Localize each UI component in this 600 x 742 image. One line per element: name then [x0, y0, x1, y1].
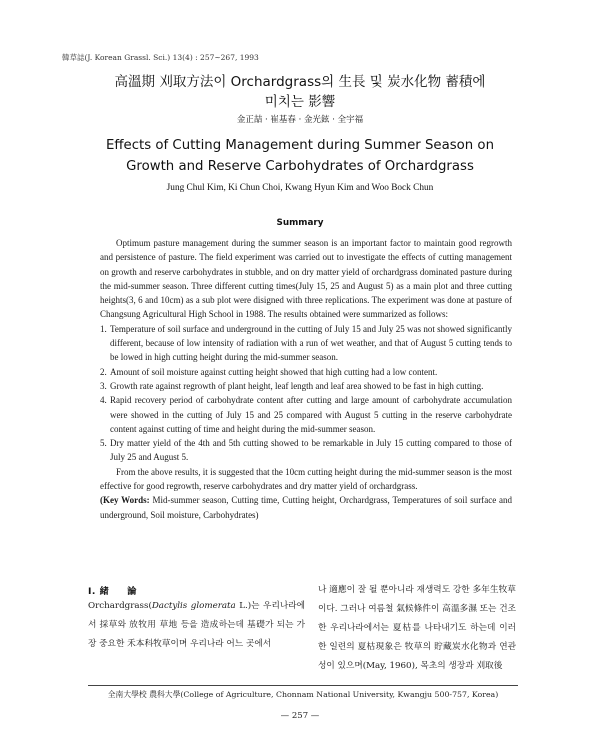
introduction-heading-num: I. 緒: [88, 586, 110, 597]
introduction-right-text: 나 適應이 잘 될 뿐아니라 재생력도 강한 多年生牧草이다. 그러나 여름철 氣候條件이 高溫多濕 또는 건조한 우리나라에서는 夏枯를 나타내기도 하는데 이러한 일련의 夏枯現象은 牧草의 貯藏炭水化物과 연관성이 있으며(May, 1960), 목초의 생장과 刈取後: [318, 585, 516, 671]
korean-title: [60, 72, 540, 112]
journal-citation: 韓草誌(J. Korean Grassl. Sci.) 13(4) : 257~267, 1993: [62, 53, 259, 62]
english-title: [40, 135, 560, 177]
english-authors: Jung Chul Kim, Ki Chun Choi, Kwang Hyun Kim and Woo Bock Chun: [166, 183, 434, 193]
korean-title-line2: 미치는 影響: [264, 94, 336, 110]
korean-authors: 金正喆 · 崔基春 · 金光鉉 · 全宇福: [236, 115, 364, 125]
intro-text-part: L.)는 우리나라에서 採草와 放牧用 草地 등을 造成하는데 基礎가 되는 가장 중요한 禾本科牧草이며 우리나라 어느 곳에서: [88, 601, 306, 649]
result-number: 4.: [100, 395, 107, 406]
introduction-left-column: [88, 597, 305, 654]
result-item: [100, 379, 512, 393]
keywords: [100, 493, 512, 522]
result-text: Temperature of soil surface and underground in the cutting of July 15 and July 25 was not showed significantly different, because of low intensity of radiation with a run of wet weather, and that of August 5 cutting tends to be lowed in high cutting height during the mid-summer season.: [110, 323, 512, 363]
result-text: Amount of soil moisture against cutting height showed that high cutting had a low content.: [110, 366, 438, 377]
introduction-heading: [88, 583, 137, 597]
result-number: 1.: [100, 323, 107, 334]
result-number: 2.: [100, 366, 107, 377]
result-item: [100, 322, 512, 365]
intro-text-part: Orchardgrass(: [88, 601, 152, 611]
result-item: [100, 365, 512, 379]
summary-paragraph: Optimum pasture management during the summer season is an important factor to maintain good regrowth and persistence of pasture. The field experiment was carried out to investigate the effects of cutting management on growth and reserve carbohydrates in stubble, and on dry matter yield of orchardgrass dominated pasture during the mid-summer season. Three different cutting times(July 15, 25 and August 5) as a main plot and three cutting heights(3, 6 and 10cm) as a sub plot were disigned with three replications. The experiment was done at pasture of Changsung Agricultural High School in 1988. The results obtained were summarized as follows:: [100, 238, 512, 320]
result-number: 5.: [100, 438, 107, 449]
keywords-label: (Key Words:: [100, 495, 150, 506]
result-item: [100, 393, 512, 436]
result-item: [100, 436, 512, 465]
results-list: [100, 322, 512, 465]
summary-heading: Summary: [276, 218, 324, 228]
introduction-left-text: [88, 597, 305, 654]
footnote-rule: [88, 685, 518, 686]
summary-body: [100, 236, 512, 522]
introduction-heading-word: 論: [127, 586, 137, 597]
korean-title-line1: 高溫期 刈取方法이 Orchardgrass의 生長 및 炭水化物 蓄積에: [114, 74, 486, 90]
introduction-right-column: [318, 581, 516, 676]
english-title-line2: Growth and Reserve Carbohydrates of Orchardgrass: [126, 159, 474, 174]
english-title-line1: Effects of Cutting Management during Summer Season on: [105, 138, 495, 153]
page-number: — 257 —: [280, 711, 320, 721]
result-number: 3.: [100, 380, 107, 391]
affiliation-footnote: 全南大學校 農科大學(College of Agriculture, Chonnam National University, Kwangju 500-757, Korea): [107, 690, 499, 699]
result-text: Rapid recovery period of carbohydrate content after cutting and large amount of carbohydrate accumulation were showed in the cutting of July 15 and 25 compared with August 5 cutting in the reserve carbohydrate content against cutting of time and height during the mid-summer season.: [110, 395, 512, 434]
summary-conclusion: From the above results, it is suggested that the 10cm cutting height during the mid-summer season is the most effective for good regrowth, reserve carbohydrates and dry matter yield of orchardgrass.: [100, 466, 512, 492]
result-text: Growth rate against regrowth of plant height, leaf length and leaf area showed to be fast in high cutting.: [110, 380, 484, 391]
species-name: Dactylis glomerata: [151, 601, 236, 611]
keywords-text: Mid-summer season, Cutting time, Cutting height, Orchardgrass, Temperatures of soil surface and underground, Soil moisture, Carbohydrates): [100, 495, 512, 520]
result-text: Dry matter yield of the 4th and 5th cutting showed to be remarkable in July 15 cutting compared to those of July 25 and August 5.: [110, 438, 512, 463]
